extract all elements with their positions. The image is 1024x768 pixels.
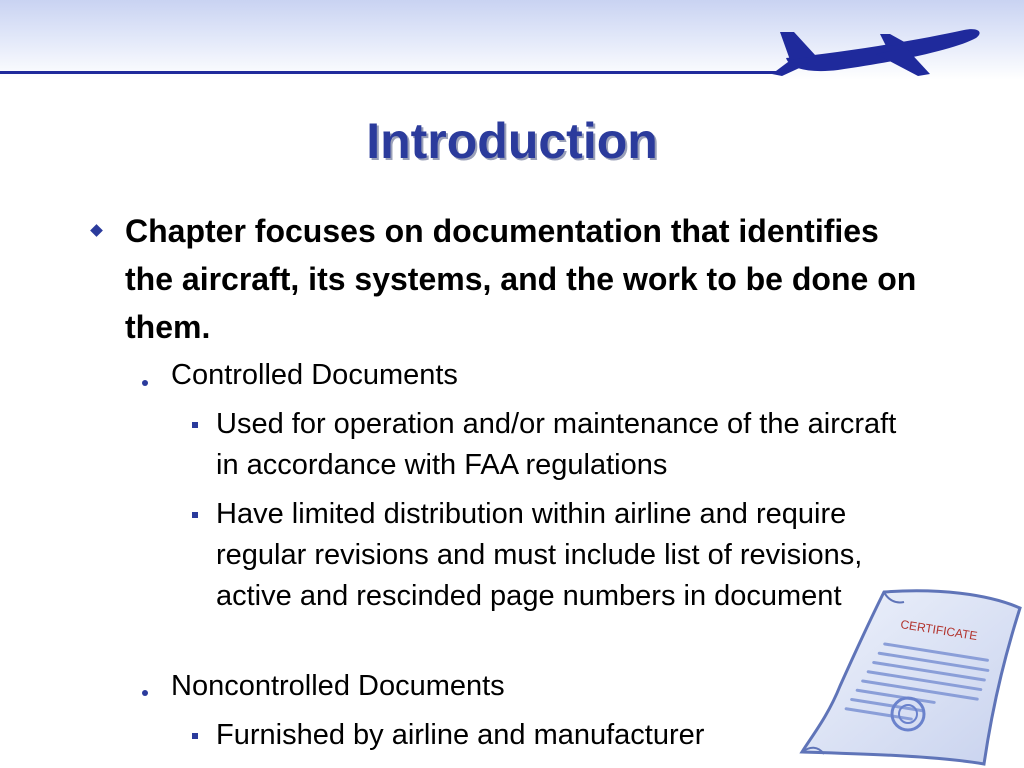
bullet-level3-operation: Used for operation and/or maintenance of the aircraft in accordance with FAA regulations xyxy=(216,408,897,481)
dot-bullet-icon xyxy=(142,380,148,386)
square-bullet-icon xyxy=(192,733,198,739)
dot-bullet-icon xyxy=(142,690,148,696)
certificate-icon xyxy=(788,586,1024,768)
certificate-label: CERTIFICATE xyxy=(899,617,979,644)
bullet-level2-noncontrolled: Noncontrolled Documents xyxy=(171,670,505,702)
bullet-level3-furnished: Furnished by airline and manufacturer xyxy=(216,719,705,751)
bullet-level1: Chapter focuses on documentation that identifies the aircraft, its systems, and the work to be done on them. xyxy=(125,213,917,345)
diamond-bullet-icon xyxy=(90,224,103,237)
slide-title: Introduction xyxy=(366,113,658,169)
square-bullet-icon xyxy=(192,422,198,428)
square-bullet-icon xyxy=(192,512,198,518)
bullet-level2-controlled: Controlled Documents xyxy=(171,359,458,391)
bullet-level3-distribution: Have limited distribution within airline and require regular revisions and must include list of revisions, active and rescinded page numbers in document xyxy=(216,498,863,612)
airplane-icon xyxy=(768,18,988,80)
header-rule xyxy=(0,71,782,74)
